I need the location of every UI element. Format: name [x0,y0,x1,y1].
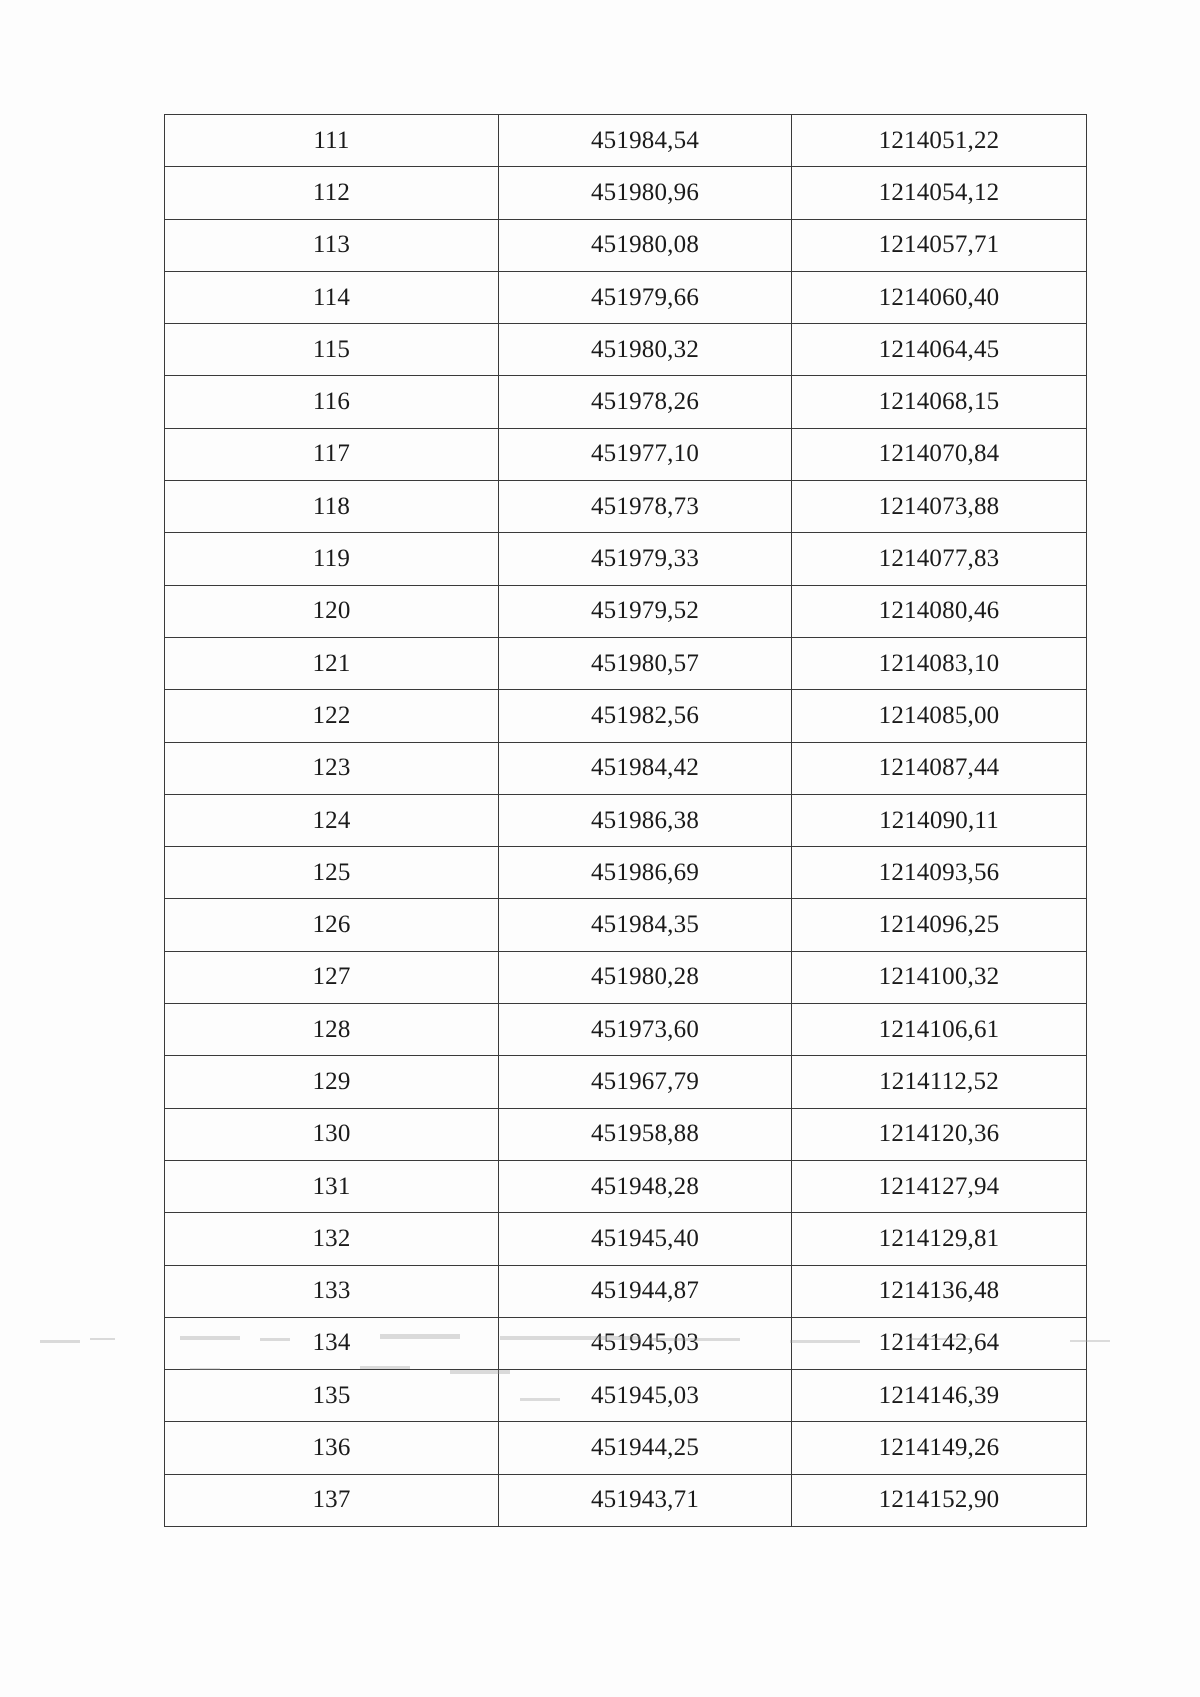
table-row [165,1265,1087,1317]
point-number-cell: 122 [165,690,499,742]
x-coordinate-cell: 451986,69 [499,847,792,899]
point-number-cell: 123 [165,742,499,794]
table-row [165,376,1087,428]
x-coordinate-cell: 451986,38 [499,794,792,846]
table-row [165,637,1087,689]
table-row [165,690,1087,742]
table-row [165,533,1087,585]
y-coordinate-cell: 1214057,71 [792,219,1087,271]
y-coordinate-cell: 1214112,52 [792,1056,1087,1108]
y-coordinate-cell: 1214068,15 [792,376,1087,428]
table-row [165,219,1087,271]
point-number-cell: 121 [165,637,499,689]
table-row [165,1474,1087,1526]
table-row [165,951,1087,1003]
x-coordinate-cell: 451979,33 [499,533,792,585]
x-coordinate-cell: 451982,56 [499,690,792,742]
y-coordinate-cell: 1214146,39 [792,1370,1087,1422]
table-row [165,1370,1087,1422]
y-coordinate-cell: 1214136,48 [792,1265,1087,1317]
y-coordinate-cell: 1214080,46 [792,585,1087,637]
x-coordinate-cell: 451978,26 [499,376,792,428]
point-number-cell: 128 [165,1004,499,1056]
y-coordinate-cell: 1214142,64 [792,1317,1087,1369]
x-coordinate-cell: 451980,32 [499,324,792,376]
point-number-cell: 134 [165,1317,499,1369]
point-number-cell: 136 [165,1422,499,1474]
table-row [165,1213,1087,1265]
x-coordinate-cell: 451979,66 [499,271,792,323]
y-coordinate-cell: 1214093,56 [792,847,1087,899]
y-coordinate-cell: 1214083,10 [792,637,1087,689]
point-number-cell: 130 [165,1108,499,1160]
coordinates-table [164,114,1087,1527]
point-number-cell: 119 [165,533,499,585]
point-number-cell: 127 [165,951,499,1003]
table-row [165,1160,1087,1212]
x-coordinate-cell: 451943,71 [499,1474,792,1526]
x-coordinate-cell: 451984,42 [499,742,792,794]
point-number-cell: 126 [165,899,499,951]
x-coordinate-cell: 451980,57 [499,637,792,689]
point-number-cell: 116 [165,376,499,428]
point-number-cell: 111 [165,115,499,167]
table-row [165,585,1087,637]
x-coordinate-cell: 451979,52 [499,585,792,637]
point-number-cell: 137 [165,1474,499,1526]
point-number-cell: 112 [165,167,499,219]
x-coordinate-cell: 451973,60 [499,1004,792,1056]
x-coordinate-cell: 451945,40 [499,1213,792,1265]
table-row [165,794,1087,846]
y-coordinate-cell: 1214085,00 [792,690,1087,742]
point-number-cell: 118 [165,481,499,533]
table-row [165,847,1087,899]
x-coordinate-cell: 451958,88 [499,1108,792,1160]
y-coordinate-cell: 1214073,88 [792,481,1087,533]
x-coordinate-cell: 451984,54 [499,115,792,167]
table-row [165,1108,1087,1160]
y-coordinate-cell: 1214096,25 [792,899,1087,951]
point-number-cell: 132 [165,1213,499,1265]
y-coordinate-cell: 1214077,83 [792,533,1087,585]
table-row [165,481,1087,533]
point-number-cell: 120 [165,585,499,637]
coordinates-table-body [165,115,1087,1527]
x-coordinate-cell: 451967,79 [499,1056,792,1108]
x-coordinate-cell: 451945,03 [499,1317,792,1369]
y-coordinate-cell: 1214129,81 [792,1213,1087,1265]
y-coordinate-cell: 1214087,44 [792,742,1087,794]
y-coordinate-cell: 1214106,61 [792,1004,1087,1056]
point-number-cell: 117 [165,428,499,480]
table-row [165,1004,1087,1056]
point-number-cell: 113 [165,219,499,271]
point-number-cell: 131 [165,1160,499,1212]
x-coordinate-cell: 451945,03 [499,1370,792,1422]
x-coordinate-cell: 451984,35 [499,899,792,951]
y-coordinate-cell: 1214064,45 [792,324,1087,376]
y-coordinate-cell: 1214090,11 [792,794,1087,846]
x-coordinate-cell: 451977,10 [499,428,792,480]
table-row [165,1422,1087,1474]
table-row [165,428,1087,480]
y-coordinate-cell: 1214120,36 [792,1108,1087,1160]
y-coordinate-cell: 1214060,40 [792,271,1087,323]
point-number-cell: 135 [165,1370,499,1422]
point-number-cell: 115 [165,324,499,376]
point-number-cell: 129 [165,1056,499,1108]
x-coordinate-cell: 451980,08 [499,219,792,271]
y-coordinate-cell: 1214152,90 [792,1474,1087,1526]
y-coordinate-cell: 1214149,26 [792,1422,1087,1474]
table-row [165,115,1087,167]
point-number-cell: 124 [165,794,499,846]
y-coordinate-cell: 1214127,94 [792,1160,1087,1212]
y-coordinate-cell: 1214070,84 [792,428,1087,480]
table-row [165,899,1087,951]
table-row [165,324,1087,376]
point-number-cell: 114 [165,271,499,323]
x-coordinate-cell: 451944,25 [499,1422,792,1474]
x-coordinate-cell: 451944,87 [499,1265,792,1317]
table-row [165,167,1087,219]
table-row [165,1317,1087,1369]
y-coordinate-cell: 1214054,12 [792,167,1087,219]
table-row [165,1056,1087,1108]
table-row [165,271,1087,323]
table-row [165,742,1087,794]
point-number-cell: 133 [165,1265,499,1317]
y-coordinate-cell: 1214100,32 [792,951,1087,1003]
point-number-cell: 125 [165,847,499,899]
y-coordinate-cell: 1214051,22 [792,115,1087,167]
x-coordinate-cell: 451978,73 [499,481,792,533]
x-coordinate-cell: 451948,28 [499,1160,792,1212]
x-coordinate-cell: 451980,96 [499,167,792,219]
x-coordinate-cell: 451980,28 [499,951,792,1003]
